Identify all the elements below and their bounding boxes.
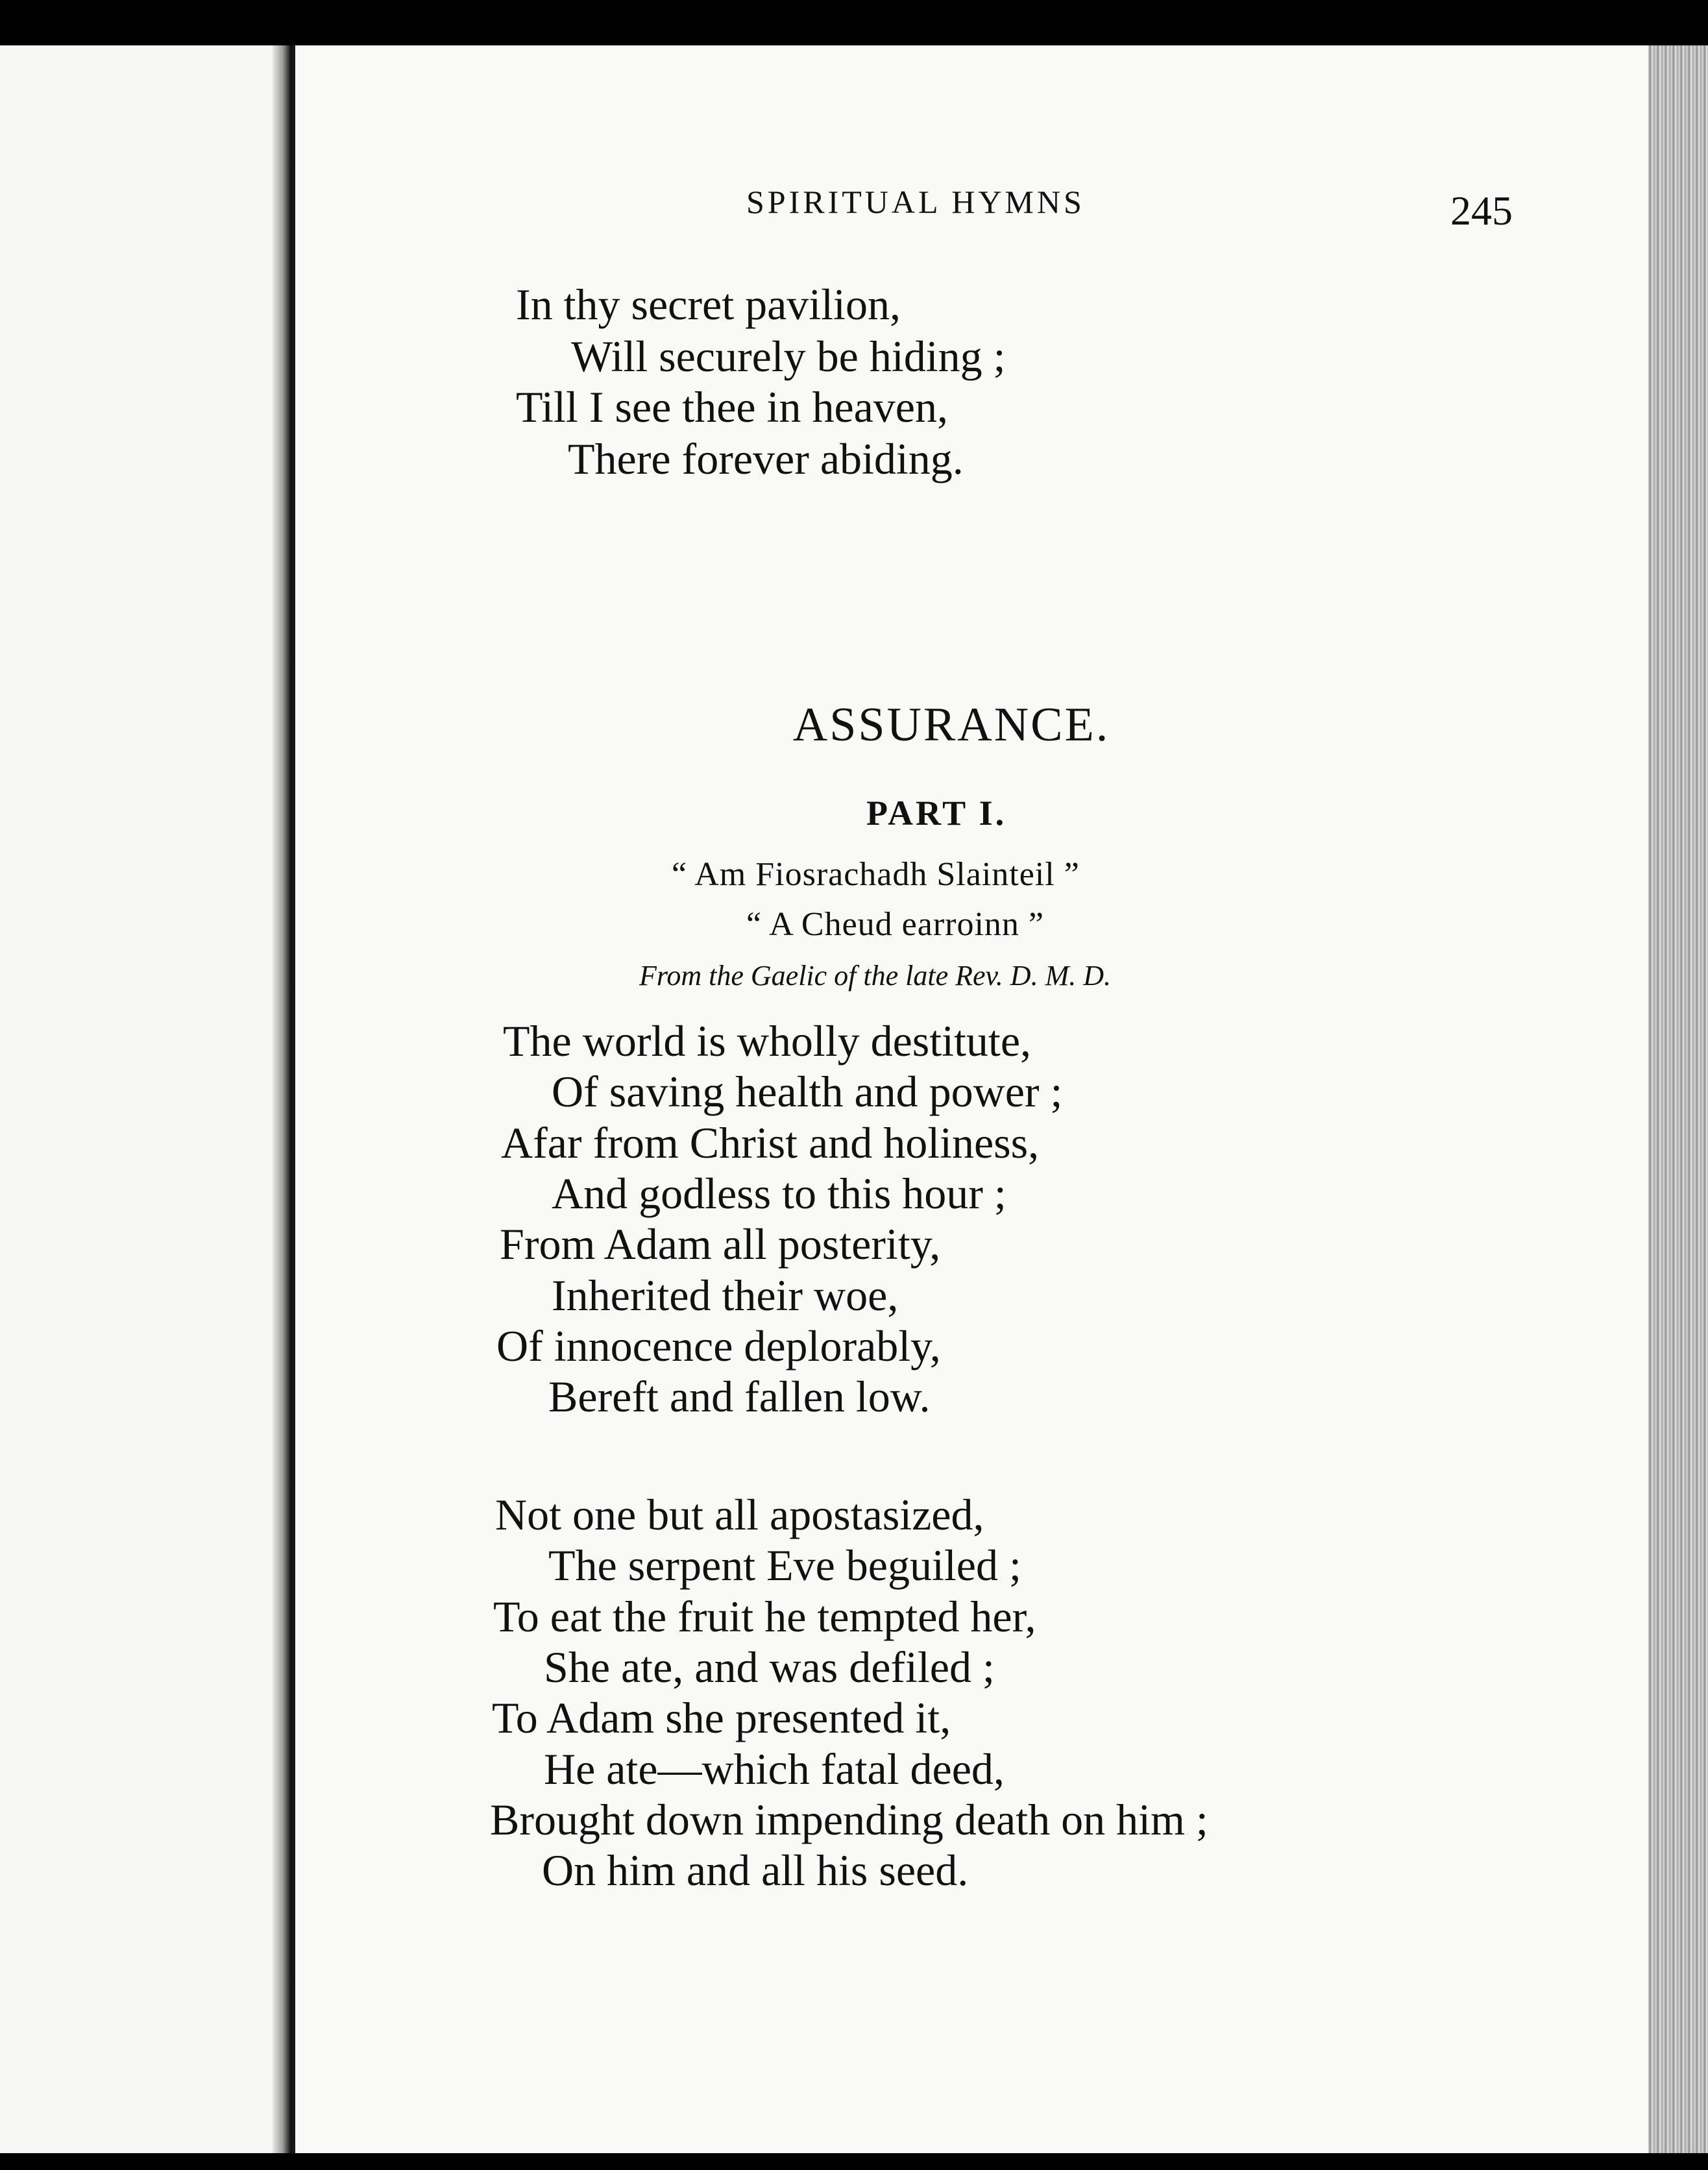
- poem-line: Not one but all apostasized,: [495, 1490, 984, 1539]
- poem-line: Afar from Christ and holiness,: [501, 1118, 1040, 1167]
- page-number: 245: [1450, 188, 1513, 234]
- left-page: [0, 45, 276, 2153]
- poem-line: To Adam she presented it,: [492, 1693, 951, 1742]
- hymn-title: ASSURANCE.: [792, 698, 1110, 751]
- running-title: SPIRITUAL HYMNS: [746, 184, 1085, 220]
- poem-line: Will securely be hiding ;: [571, 332, 1006, 381]
- poem-line: Bereft and fallen low.: [548, 1372, 931, 1421]
- scan-border: [0, 2153, 1708, 2170]
- poem-line: In thy secret pavilion,: [516, 280, 901, 329]
- poem-line: To eat the fruit he tempted her,: [493, 1592, 1036, 1641]
- attribution: From the Gaelic of the late Rev. D. M. D.: [639, 960, 1112, 992]
- gaelic-title: “ Am Fiosrachadh Slainteil ”: [672, 856, 1080, 893]
- poem-line: The serpent Eve beguiled ;: [548, 1541, 1021, 1590]
- gaelic-part: “ A Cheud earroinn ”: [746, 906, 1044, 943]
- poem-line: He ate—which fatal deed,: [544, 1744, 1005, 1794]
- poem-line: Inherited their woe,: [552, 1271, 899, 1320]
- poem-line: She ate, and was defiled ;: [544, 1642, 995, 1692]
- page-edges: [1648, 45, 1708, 2153]
- poem-line: Of saving health and power ;: [552, 1067, 1063, 1116]
- poem-line: Brought down impending death on him ;: [490, 1795, 1208, 1844]
- book-gutter: [273, 45, 299, 2153]
- poem-line: There forever abiding.: [568, 434, 964, 483]
- poem-line: Of innocence deplorably,: [496, 1321, 941, 1371]
- hymn-part: PART I.: [866, 794, 1007, 833]
- poem-line: The world is wholly destitute,: [503, 1016, 1032, 1066]
- poem-line: Till I see thee in heaven,: [516, 382, 948, 432]
- poem-line: On him and all his seed.: [542, 1846, 969, 1895]
- poem-line: From Adam all posterity,: [500, 1219, 941, 1269]
- poem-line: And godless to this hour ;: [552, 1169, 1006, 1218]
